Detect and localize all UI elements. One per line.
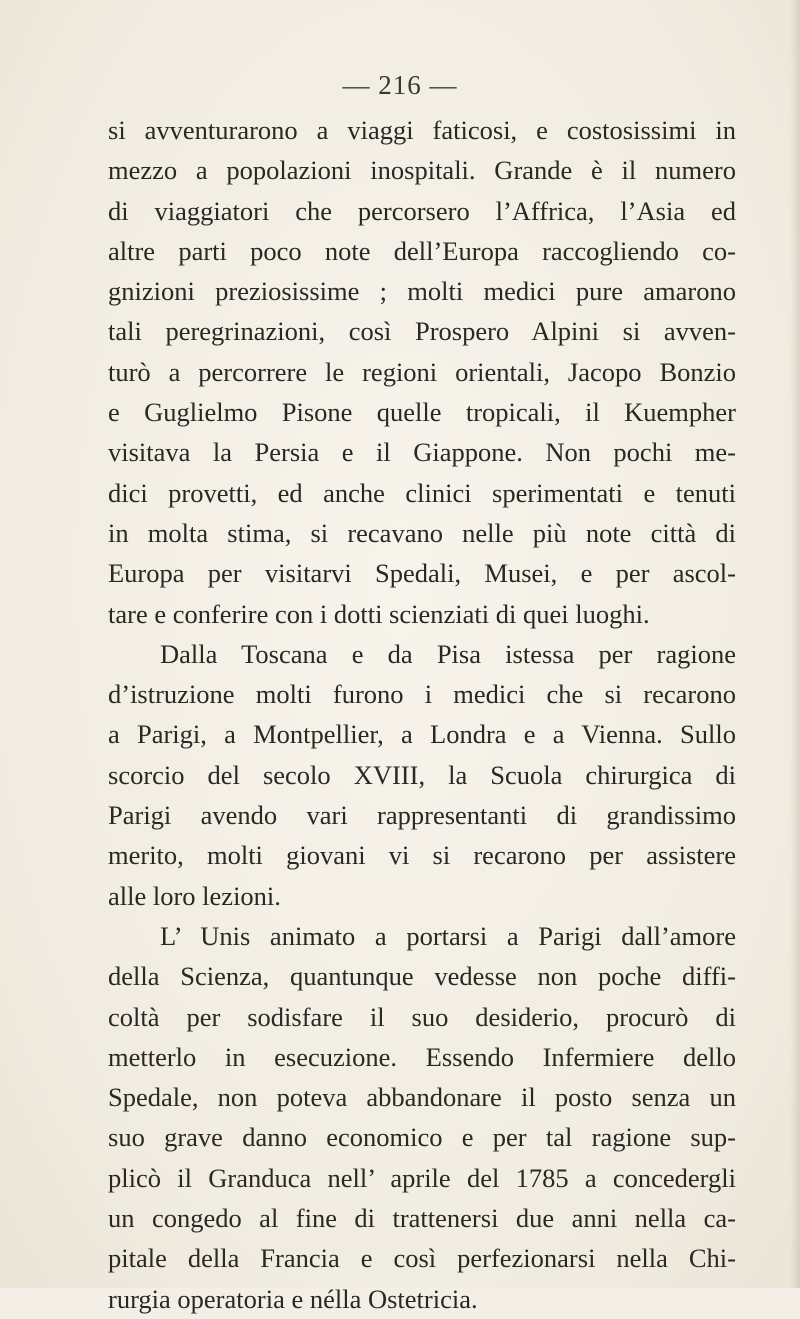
text-line: pitale della Francia e così perfezionarsi nella Chi- [108,1243,736,1274]
text-line: mezzo a popolazioni inospitali. Grande è il numero [108,155,736,186]
body-text [108,110,736,1319]
text-line: Europa per visitarvi Spedali, Musei, e per ascol- [108,558,736,589]
text-line: della Scienza, quantunque vedesse non poche diffi- [108,961,736,992]
text-line: turò a percorrere le regioni orientali, Jacopo Bonzio [108,356,736,387]
text-line: dici provetti, ed anche clinici sperimentati e tenuti [108,477,736,508]
text-line: alle loro lezioni. [108,880,281,911]
text-line: coltà per sodisfare il suo desiderio, procurò di [108,1001,736,1032]
text-line: visitava la Persia e il Giappone. Non pochi me- [108,437,736,468]
paragraph-start-line: L’ Unis animato a portarsi a Parigi dall’amore [160,920,736,951]
text-line: altre parti poco note dell’Europa raccogliendo co- [108,235,736,266]
paragraph-start-line: Dalla Toscana e da Pisa istessa per ragione [160,638,736,669]
text-line: suo grave danno economico e per tal ragione sup- [108,1122,736,1153]
text-line: e Guglielmo Pisone quelle tropicali, il Kuempher [108,397,736,428]
page-edge-shadow [790,0,800,1288]
text-line: a Parigi, a Montpellier, a Londra e a Vienna. Sullo [108,719,736,750]
text-line: gnizioni preziosissime ; molti medici pure amarono [108,276,736,307]
text-line: plicò il Granduca nell’ aprile del 1785 a concedergli [108,1162,736,1193]
text-line: in molta stima, si recavano nelle più note città di [108,517,736,548]
text-line: merito, molti giovani vi si recarono per assistere [108,840,736,871]
text-line: rurgia operatoria e nélla Ostetricia. [108,1283,478,1314]
text-line: un congedo al fine di trattenersi due anni nella ca- [108,1203,736,1234]
text-line: tare e conferire con i dotti scienziati di quei luoghi. [108,598,650,629]
text-line: di viaggiatori che percorsero l’Affrica, l’Asia ed [108,195,736,226]
text-line: scorcio del secolo XVIII, la Scuola chirurgica di [108,759,736,790]
text-line: tali peregrinazioni, così Prospero Alpini si avven- [108,316,736,347]
text-line: metterlo in esecuzione. Essendo Infermiere dello [108,1041,736,1072]
text-line: Spedale, non poteva abbandonare il posto senza un [108,1082,736,1113]
page-number: — 216 — [342,70,458,100]
text-line: d’istruzione molti furono i medici che si recarono [108,679,736,710]
text-line: Parigi avendo vari rappresentanti di grandissimo [108,800,736,831]
text-line: si avventurarono a viaggi faticosi, e costosissimi in [108,115,736,145]
